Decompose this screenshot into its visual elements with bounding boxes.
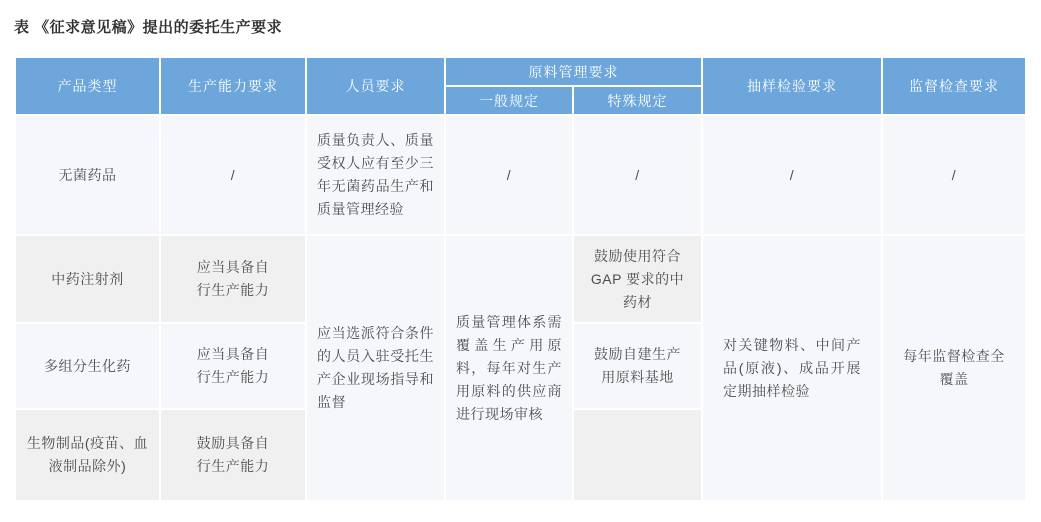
- header-general: 一般规定: [446, 87, 572, 114]
- requirements-table: [14, 56, 1027, 502]
- cell-tcm-name: 中药注射剂: [16, 236, 159, 322]
- header-personnel: 人员要求: [307, 58, 444, 114]
- cell-sterile-supervision: /: [883, 116, 1025, 234]
- cell-biochem-capacity: 应当具备自行生产能力: [161, 324, 305, 408]
- cell-sterile-sampling: /: [703, 116, 881, 234]
- cell-biochem-special: 鼓励自建生产用原料基地: [574, 324, 701, 408]
- cell-tcm-special: 鼓励使用符合 GAP 要求的中药材: [574, 236, 701, 322]
- row-tcm-injection: [16, 236, 1025, 322]
- cell-sterile-name: 无菌药品: [16, 116, 159, 234]
- cell-merged-personnel: 应当选派符合条件的人员入驻受托生产企业现场指导和监督: [307, 236, 444, 500]
- cell-sterile-special: /: [574, 116, 701, 234]
- cell-sterile-general: /: [446, 116, 572, 234]
- cell-merged-general: 质量管理体系需覆盖生产用原料，每年对生产用原料的供应商进行现场审核: [446, 236, 572, 500]
- header-supervision: 监督检查要求: [883, 58, 1025, 114]
- header-product-type: 产品类型: [16, 58, 159, 114]
- cell-biochem-name: 多组分生化药: [16, 324, 159, 408]
- cell-sterile-personnel: 质量负责人、质量受权人应有至少三年无菌药品生产和质量管理经验: [307, 116, 444, 234]
- table-title: 表 《征求意见稿》提出的委托生产要求: [14, 19, 283, 36]
- cell-biologics-special: [574, 410, 701, 500]
- row-sterile: [16, 116, 1025, 234]
- cell-tcm-capacity: 应当具备自行生产能力: [161, 236, 305, 322]
- cell-merged-sampling: 对关键物料、中间产品(原液)、成品开展定期抽样检验: [703, 236, 881, 500]
- header-raw-material-group: 原料管理要求: [446, 58, 701, 85]
- header-capacity: 生产能力要求: [161, 58, 305, 114]
- cell-biologics-name: 生物制品(疫苗、血液制品除外): [16, 410, 159, 500]
- cell-merged-supervision: 每年监督检查全覆盖: [883, 236, 1025, 500]
- header-sampling: 抽样检验要求: [703, 58, 881, 114]
- header-row-1: [16, 58, 1025, 85]
- header-special: 特殊规定: [574, 87, 701, 114]
- cell-biologics-capacity: 鼓励具备自行生产能力: [161, 410, 305, 500]
- cell-sterile-capacity: /: [161, 116, 305, 234]
